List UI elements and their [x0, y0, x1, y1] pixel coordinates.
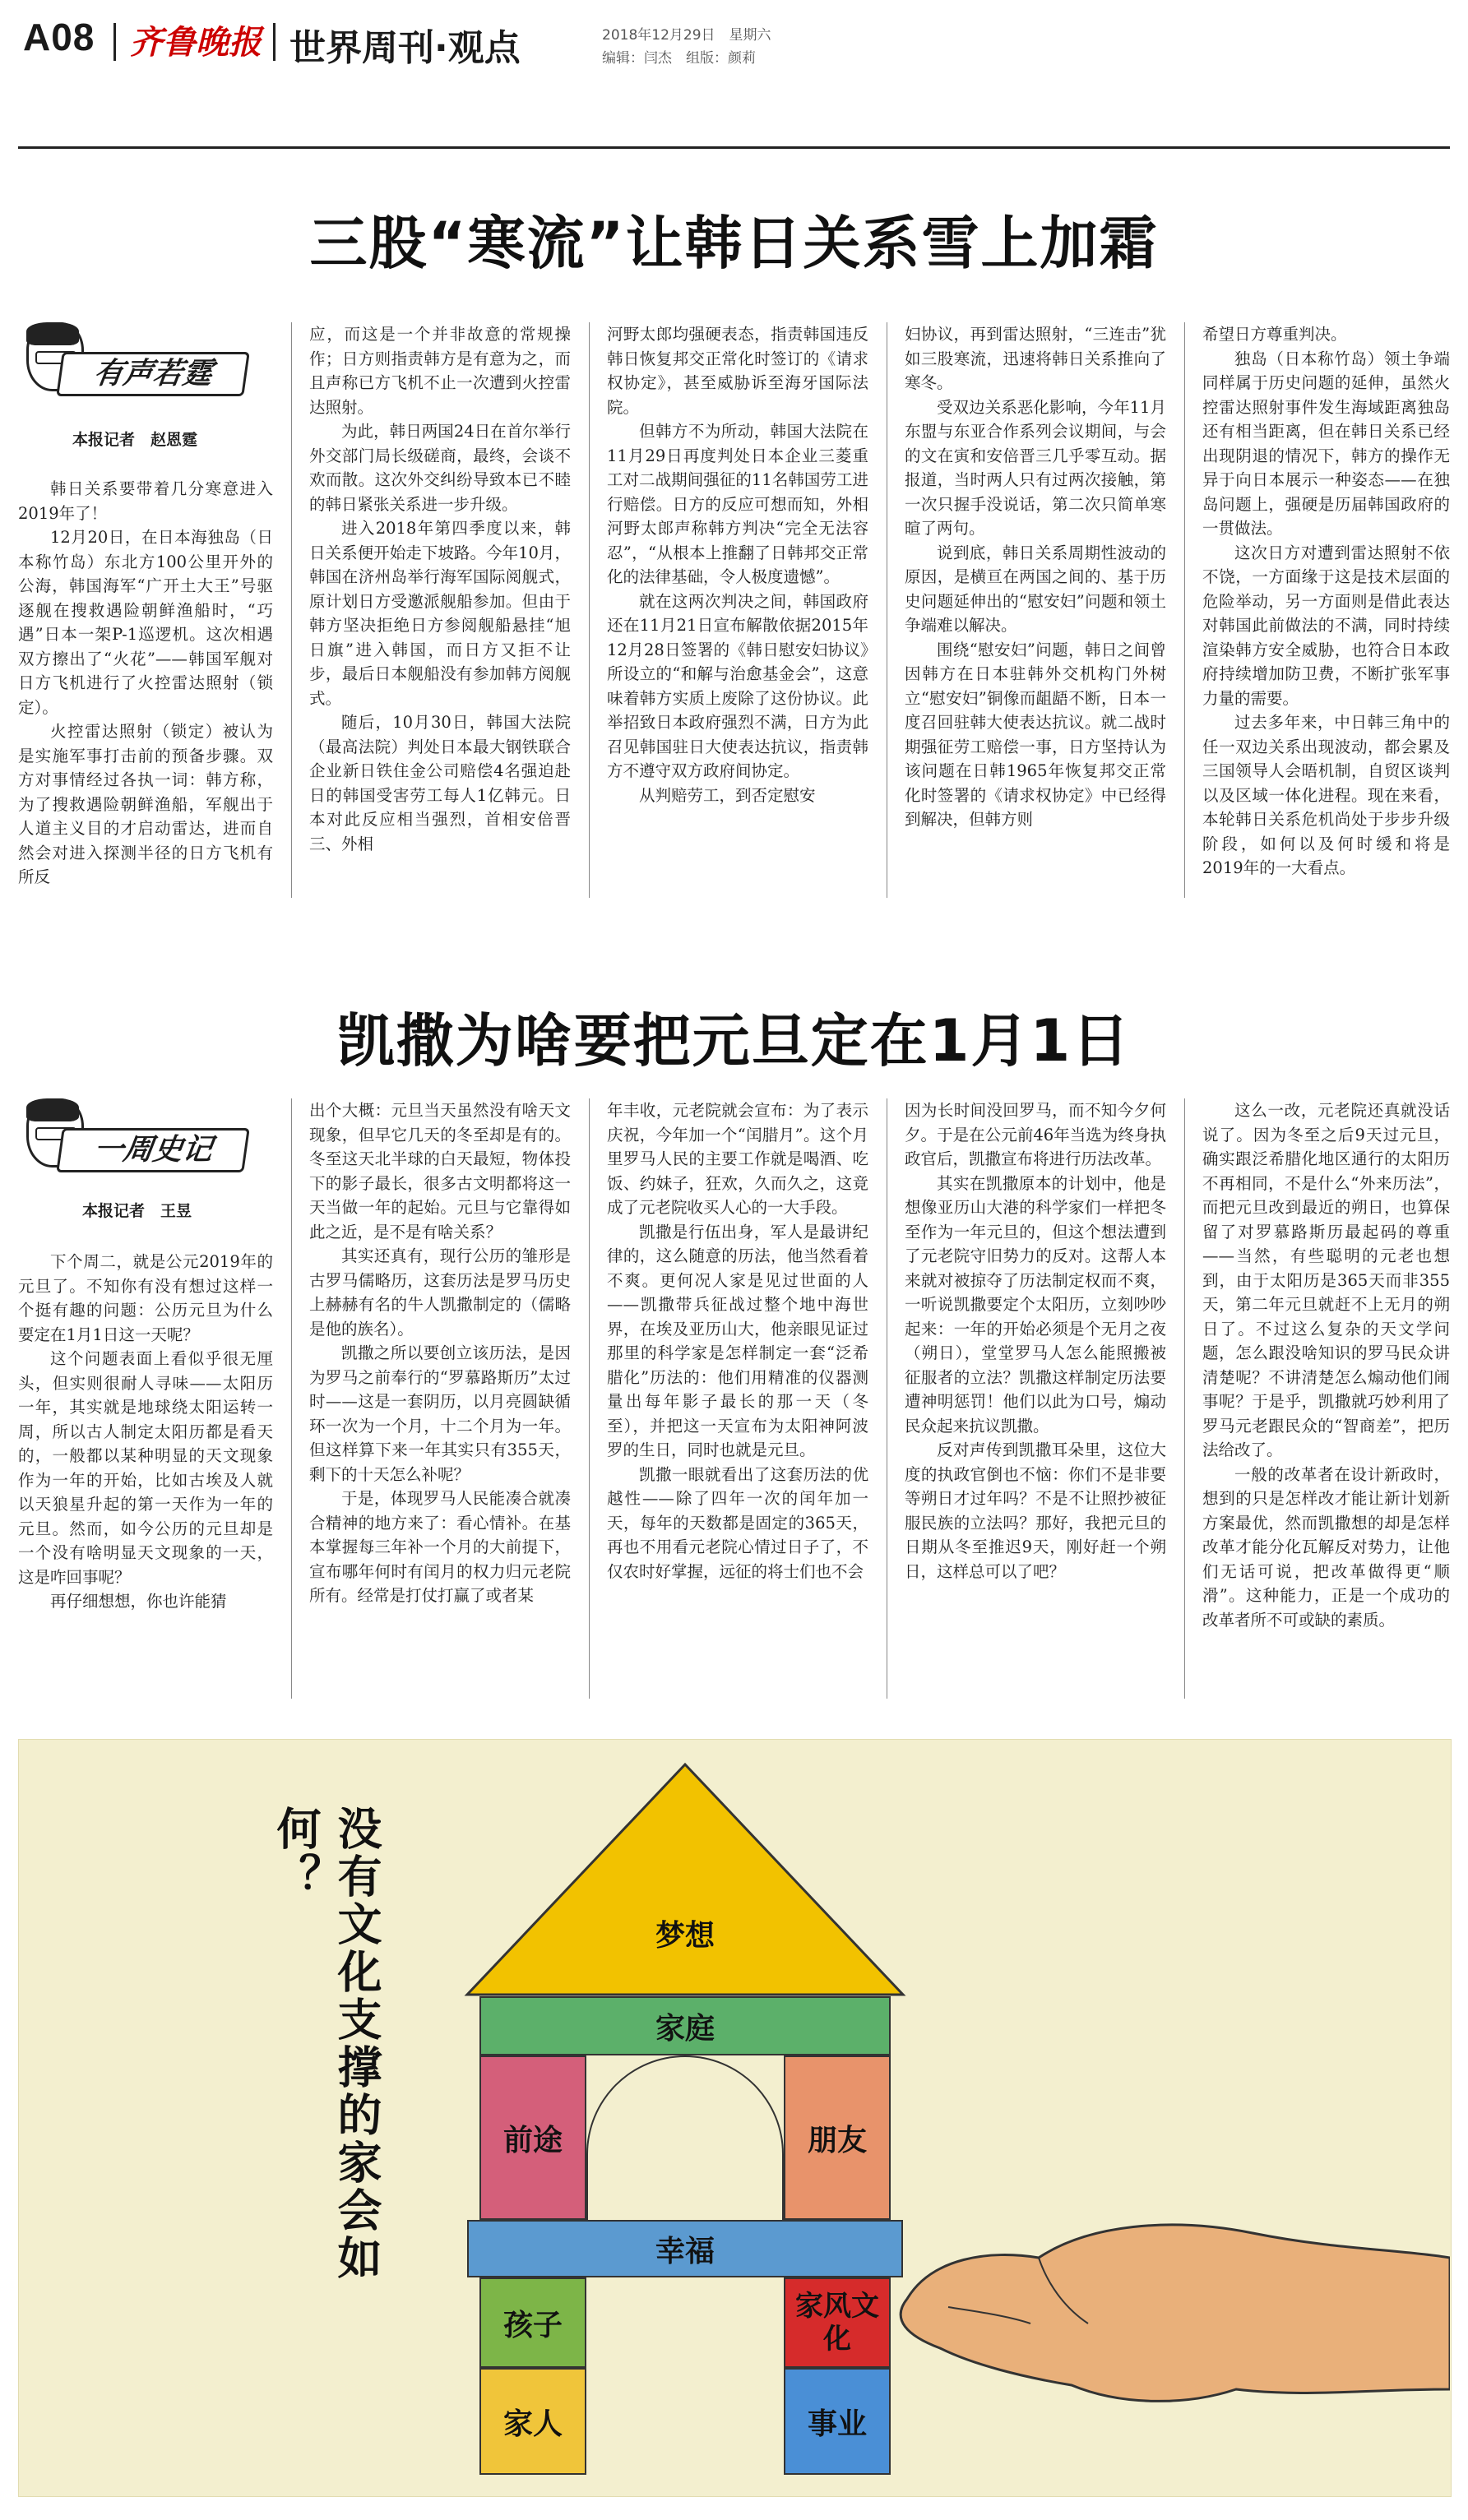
column-rule	[1184, 1098, 1185, 1699]
column-rule	[589, 1098, 590, 1699]
article1-col3	[607, 322, 868, 807]
page-number: A08	[23, 16, 95, 58]
block-children: 孩子	[479, 2277, 586, 2368]
article2-col2	[309, 1098, 571, 1608]
block-prospects: 前途	[479, 2055, 586, 2220]
article2-col4	[905, 1098, 1166, 1584]
block-family-members: 家人	[479, 2368, 586, 2475]
paragraph: 反对声传到凯撒耳朵里，这位大度的执政官倒也不恼：你们不是非要等朔日才过年吗？不是不让照抄被征服民族的立法吗？那好，我把元旦的日期从冬至推迟9天，刚好赶一个朔日，这样总可以了吧？	[905, 1440, 1166, 1581]
article1-col2	[309, 322, 571, 856]
paragraph: 应，而这是一个并非故意的常规操作；日方则指责韩方是有意为之，而且声称已方飞机不止一次遭到火控雷达照射。	[309, 325, 571, 417]
column-rule	[1184, 322, 1185, 898]
column-name: 一周史记	[56, 1128, 250, 1172]
block-happiness: 幸福	[467, 2220, 903, 2277]
cartoon-illustration	[18, 1739, 1452, 2497]
article2-col5	[1202, 1098, 1450, 1632]
paragraph: 这次日方对遭到雷达照射不依不饶，一方面缘于这是技术层面的危险举动，另一方面则是借此表达对韩国此前做法的不满，同时持续渲染韩方安全威胁，也符合日本政府持续增加防卫费，不断扩张军事力量的需要。	[1202, 543, 1450, 708]
paragraph: 就在这两次判决之间，韩国政府还在11月21日宣布解散依据2015年12月28日签署的《韩日慰安妇协议》所设立的“和解与治愈基金会”，这意味着韩方实质上废除了这份协议。此举招致日本政府强烈不满，日方为此召见韩国驻日大使表达抗议，指责韩方不遵守双方政府间协定。	[607, 591, 868, 780]
paragraph: 为此，韩日两国24日在首尔举行外交部门局长级磋商，最终，会谈不欢而散。这次外交纠纷导致本已不睦的韩日紧张关系进一步升级。	[309, 422, 571, 514]
paragraph: 韩日关系要带着几分寒意进入2019年了！	[18, 479, 273, 523]
block-friends: 朋友	[784, 2055, 891, 2220]
house-arch	[586, 2055, 784, 2220]
paragraph: 再仔细想想，你也许能猜	[50, 1592, 227, 1611]
paragraph: 围绕“慰安妇”问题，韩日之间曾因韩方在日本驻韩外交机构门外树立“慰安妇”铜像而龃龉不断，日本一度召回驻韩大使表达抗议。就二战时期强征劳工赔偿一事，日方坚持认为该问题在日韩1965年恢复邦交正常化时签署的《请求权协定》中已经得到解决，但韩方则	[905, 640, 1166, 829]
block-career: 事业	[784, 2368, 891, 2475]
paragraph: 河野太郎均强硬表态，指责韩国违反韩日恢复邦交正常化时签订的《请求权协定》，甚至威胁诉至海牙国际法院。	[607, 325, 868, 417]
paragraph: 下个周二，就是公元2019年的元旦了。不知你有没有想过这样一个挺有趣的问题：公历元旦为什么要定在1月1日这一天呢？	[18, 1252, 273, 1344]
paragraph: 这个问题表面上看似乎很无厘头，但实则很耐人寻味——太阳历一年，其实就是地球绕太阳运转一周，所以古人制定太阳历都是看天的，一般都以某种明显的天文现象作为一年的开始，比如古埃及人就以天狼星升起的第一天作为一年的元旦。然而，如今公历的元旦却是一个没有啥明显天文现象的一天，这是咋回事呢？	[18, 1349, 273, 1587]
cartoon-caption: 没有文化支撑的家会如何？	[270, 1806, 383, 2282]
article2-headline: 凯撒为啥要把元旦定在1月1日	[336, 1007, 1132, 1075]
paragraph: 妇协议，再到雷达照射，“三连击”犹如三股寒流，迅速将韩日关系推向了寒冬。	[905, 325, 1166, 392]
paragraph: 这么一改，元老院还真就没话说了。因为冬至之后9天过元旦，确实跟泛希腊化地区通行的太阳历不再相同，不是什么“外来历法”，而把元旦改到最近的朔日，也算保留了对罗慕路斯历最起码的尊重——当然，有些聪明的元老也想到，由于太阳历是365天而非355天，第二年元旦就赶不上无月的朔日了。不过这么复杂的天文学问题，怎么跟没啥知识的罗马民众讲清楚呢？不讲清楚怎么煽动他们闹事呢？于是乎，凯撒就巧妙利用了罗马元老跟民众的“智商差”，把历法给改了。	[1202, 1101, 1450, 1459]
paragraph: 因为长时间没回罗马，而不知今夕何夕。于是在公元前46年当选为终身执政官后，凯撒宣布将进行历法改革。	[905, 1101, 1166, 1168]
paragraph: 出个大概：元旦当天虽然没有啥天文现象，但早它几天的冬至却是有的。冬至这天北半球的白天最短，物体投下的影子最长，很多古文明都将这一天当做一年的起始。元旦与它靠得如此之近，是不是有啥关系？	[309, 1101, 571, 1242]
paragraph: 希望日方尊重判决。	[1202, 325, 1347, 344]
paragraph: 火控雷达照射（锁定）被认为是实施军事打击前的预备步骤。双方对事情经过各执一词：韩方称，为了搜救遇险朝鲜渔船，军舰出于人道主义目的才启动雷达，进而自然会对进入探测半径的日方飞机有所反	[18, 722, 273, 886]
block-family: 家庭	[479, 1996, 891, 2055]
header-divider	[113, 23, 116, 61]
paragraph: 其实在凯撒原本的计划中，他是想像亚历山大港的科学家们一样把冬至作为一年元旦的，但这个想法遭到了元老院守旧势力的反对。这帮人本来就对被掠夺了历法制定权而不爽，一听说凯撒要定个太阳历，立刻吵吵起来：一年的开始必须是个无月之夜（朔日），堂堂罗马人怎么能照搬被征服者的立法？凯撒这样制定历法要遭神明惩罚！他们以此为口号，煽动民众起来抗议凯撒。	[905, 1173, 1166, 1436]
section-title: 世界周刊·观点	[289, 27, 521, 69]
paragraph: 从判赔劳工，到否定慰安	[639, 785, 816, 805]
hand-icon	[874, 2200, 1450, 2414]
paragraph: 过去多年来，中日韩三角中的任一双边关系出现波动，都会累及三国领导人会晤机制，自贸区谈判以及区域一体化进程。现在来看，本轮韩日关系危机尚处于步步升级阶段，如何以及何时缓和将是2019年的一大看点。	[1202, 713, 1450, 877]
block-culture: 家风文化	[784, 2277, 891, 2368]
paragraph: 进入2018年第四季度以来，韩日关系便开始走下坡路。今年10月，韩国在济州岛举行海军国际阅舰式，原计划日方受邀派舰船参加。但由于韩方坚决拒绝日方参阅舰船悬挂“旭日旗”进入韩国，而日方又拒不让步，最后日本舰船没有参加韩方阅舰式。	[309, 519, 571, 708]
house-roof	[455, 1756, 915, 2003]
column-rule	[291, 322, 292, 898]
paragraph: 年丰收，元老院就会宣布：为了表示庆祝，今年加一个“闰腊月”。这个月里罗马人民的主要工作就是喝酒、吃饭、约妹子，狂欢，久而久之，这竟成了元老院收买人心的一大手段。	[607, 1101, 868, 1217]
newspaper-logo: 齐鲁晚报	[130, 23, 262, 62]
column-name: 有声若霆	[56, 352, 250, 396]
block-dream: 梦想	[655, 1918, 715, 1953]
paragraph: 12月20日，在日本海独岛（日本称竹岛）东北方100公里开外的公海，韩国海军“广开土大王”号驱逐舰在搜救遇险朝鲜渔船时，“巧遇”日本一架P-1巡逻机。这次相遇双方擦出了“火花”——韩国军舰对日方飞机进行了火控雷达照射（锁定）。	[18, 528, 273, 717]
paragraph: 受双边关系恶化影响，今年11月东盟与东亚合作系列会议期间，与会的文在寅和安倍晋三几乎零互动。据报道，当时两人只有过两次接触，第一次只握手没说话，第二次只简单寒暄了两句。	[905, 397, 1166, 538]
issue-date: 2018年12月29日 星期六	[602, 27, 771, 44]
editors-line: 编辑：闫杰 组版：颜莉	[602, 50, 756, 67]
header-divider	[273, 23, 276, 61]
article1-col4	[905, 322, 1166, 832]
article2-col3	[607, 1098, 868, 1584]
column-rule	[589, 322, 590, 898]
paragraph: 但韩方不为所动，韩国大法院在11月29日再度判处日本企业三菱重工对二战期间强征的11名韩国劳工进行赔偿。日方的反应可想而知，外相河野太郎声称韩方判决“完全无法容忍”，“从根本上推翻了日韩邦交正常化的法律基础，令人极度遗憾”。	[607, 422, 868, 586]
header-rule	[18, 146, 1450, 149]
paragraph: 于是，体现罗马人民能凑合就凑合精神的地方来了：看心情补。在基本掌握每三年补一个月的大前提下，宣布哪年何时有闰月的权力归元老院所有。经常是打仗打赢了或者某	[309, 1489, 571, 1605]
paragraph: 说到底，韩日关系周期性波动的原因，是横亘在两国之间的、基于历史问题延伸出的“慰安妇”问题和领土争端难以解决。	[905, 543, 1166, 635]
paragraph: 凯撒是行伍出身，军人是最讲纪律的，这么随意的历法，他当然看着不爽。更何况人家是见过世面的人——凯撒带兵征战过整个地中海世界，在埃及亚历山大，他亲眼见证过那里的科学家是怎样制定一套“泛希腊化”历法的：他们用精准的仪器测量出每年影子最长的那一天（冬至），并把这一天宣布为太阳神阿波罗的生日，同时也就是元旦。	[607, 1222, 868, 1459]
article1-col5	[1202, 322, 1450, 881]
article1-col1	[18, 477, 273, 890]
column-badge	[18, 322, 248, 391]
paragraph: 凯撒之所以要创立该历法，是因为罗马之前奉行的“罗慕路斯历”太过时——这是一套阴历，以月亮圆缺循环一次为一个月，十二个月为一年。但这样算下来一年其实只有355天，剩下的十天怎么补呢？	[309, 1343, 571, 1484]
paragraph: 其实还真有，现行公历的雏形是古罗马儒略历，这套历法是罗马历史上赫赫有名的牛人凯撒制定的（儒略是他的族名）。	[309, 1246, 571, 1339]
article1-headline: 三股“寒流”让韩日关系雪上加霜	[309, 210, 1159, 277]
column-rule	[291, 1098, 292, 1699]
column-badge	[18, 1098, 248, 1168]
paragraph: 随后，10月30日，韩国大法院（最高法院）判处日本最大钢铁联合企业新日铁住金公司赔偿4名强迫赴日的韩国受害劳工每人1亿韩元。日本对此反应相当强烈，首相安倍晋三、外相	[309, 713, 571, 853]
article2-byline: 本报记者 王昱	[82, 1202, 192, 1220]
paragraph: 独岛（日本称竹岛）领土争端同样属于历史问题的延伸，虽然火控雷达照射事件发生海域距离独岛还有相当距离，但在韩日关系已经出现阴退的情况下，韩方的操作无异于向日本展示一种姿态——在独岛问题上，强硬是历届韩国政府的一贯做法。	[1202, 349, 1450, 538]
paragraph: 一般的改革者在设计新政时，想到的只是怎样改才能让新计划新方案最优，然而凯撒想的却是怎样改革才能分化瓦解反对势力，让他们无话可说，把改革做得更“顺滑”。这种能力，正是一个成功的改革者所不可或缺的素质。	[1202, 1464, 1450, 1630]
paragraph: 凯撒一眼就看出了这套历法的优越性——除了四年一次的闰年加一天，每年的天数都是固定的365天，再也不用看元老院心情过日子了，不仅农时好掌握，远征的将士们也不会	[607, 1464, 868, 1581]
article1-byline: 本报记者 赵恩霆	[72, 431, 198, 449]
article2-col1	[18, 1250, 273, 1614]
